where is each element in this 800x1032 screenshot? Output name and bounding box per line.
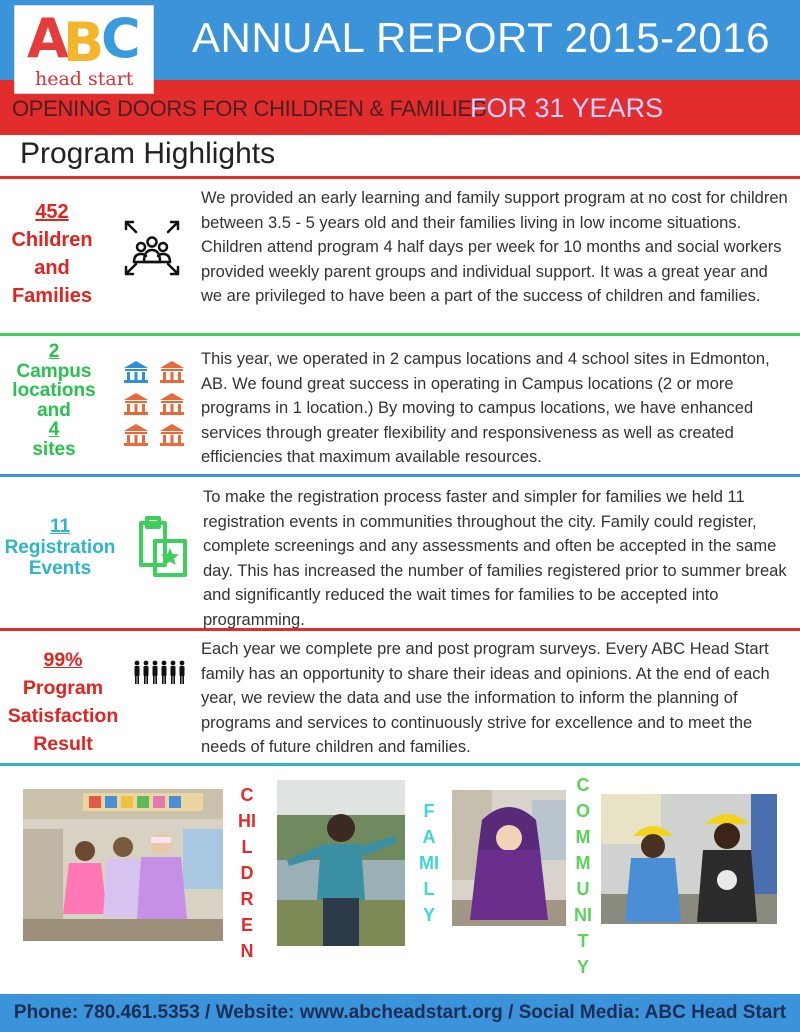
- classroom-children-photo: [23, 789, 223, 941]
- stat-label: Children: [11, 229, 93, 251]
- report-title: ANNUAL REPORT 2015-2016: [192, 14, 771, 61]
- stat-number: 452: [35, 201, 69, 223]
- stat-label: and: [37, 399, 71, 421]
- stat-label: Program: [22, 677, 104, 699]
- stat-registration-events: [4, 516, 116, 579]
- stat-label: Campus: [16, 360, 92, 382]
- stat-number: 99%: [43, 649, 83, 671]
- campus-buildings-icon: [122, 358, 186, 450]
- section-text: Each year we complete pre and post program surveys. Every ABC Head Start family has an opportunity to share their ideas and opinions. At the end of each year, we review the data and use the information to inform the planning of programs and services to continuously strive for excellence and to meet the needs of future children and families.: [201, 640, 770, 757]
- stat-label: Families: [11, 285, 93, 307]
- divider: [0, 176, 800, 179]
- section-text: To make the registration process faster and simpler for families we held 11 registration events in communities throughout the city. Family could register, complete screenings and any assessments and often be accepted in the same day. This has increased the number of families registered prior to summer break and significantly reduced the wait times for families to be accepted into programming.: [203, 488, 787, 629]
- section-text: This year, we operated in 2 campus locations and 4 school sites in Edmonton, AB. We found great success in operating in Campus locations (2 or more programs in 1 location.) By moving to campus locations, we have enhanced services through greater flexibility and responsiveness as well as created efficiencies that maximum available resources.: [201, 350, 770, 467]
- stat-label: Registration: [4, 537, 116, 558]
- divider: [0, 333, 800, 336]
- stat-label: and: [34, 257, 70, 279]
- stat-label: locations: [12, 380, 96, 401]
- stat-label: Result: [33, 733, 93, 755]
- costumed-child-photo: [452, 790, 566, 926]
- vertical-word-family: FAMILY: [419, 801, 439, 925]
- page-title: Program Highlights: [20, 137, 276, 170]
- stat-program-satisfaction: [4, 646, 122, 758]
- section-text: We provided an early learning and family support program at no cost for children between 3.5 - 5 years old and their families living in low income situations. Children attend program 4 half days per week for 10 months and social workers provided weekly parent groups and individual support. It was a great year and we are privileged to have been a part of the success of children and families.: [201, 189, 788, 306]
- people-row-icon: [133, 660, 187, 686]
- logo-letter-a: A: [27, 7, 69, 70]
- stat-label: Satisfaction: [7, 705, 119, 727]
- stat-number: 2: [48, 341, 60, 362]
- clipboard-star-icon: [131, 515, 193, 579]
- vertical-word-community: COMMUNITY: [574, 775, 592, 977]
- abc-head-start-logo: [14, 5, 154, 94]
- logo-letter-b: B: [63, 11, 105, 74]
- footer-contact: Phone: 780.461.5353 / Website: www.abcheadstart.org / Social Media: ABC Head Start: [13, 1002, 787, 1023]
- logo-subtitle: head start: [35, 68, 134, 90]
- years-badge: FOR 31 YEARS: [470, 93, 664, 123]
- stat-label: Events: [28, 558, 92, 579]
- stat-campus-sites: [8, 342, 100, 459]
- stat-number: 11: [49, 516, 71, 537]
- logo-letter-c: C: [101, 7, 141, 70]
- stat-children-families: [2, 198, 102, 310]
- stat-label: sites: [32, 438, 76, 460]
- divider: [0, 763, 800, 766]
- family-child-photo: [277, 780, 405, 946]
- stat-number: 4: [48, 419, 60, 440]
- family-group-icon: [122, 218, 182, 278]
- community-children-photo: [601, 794, 777, 924]
- vertical-word-children: CHILDREN: [238, 785, 256, 961]
- divider: [0, 474, 800, 477]
- tagline: OPENING DOORS FOR CHILDREN & FAMILIES: [12, 96, 487, 121]
